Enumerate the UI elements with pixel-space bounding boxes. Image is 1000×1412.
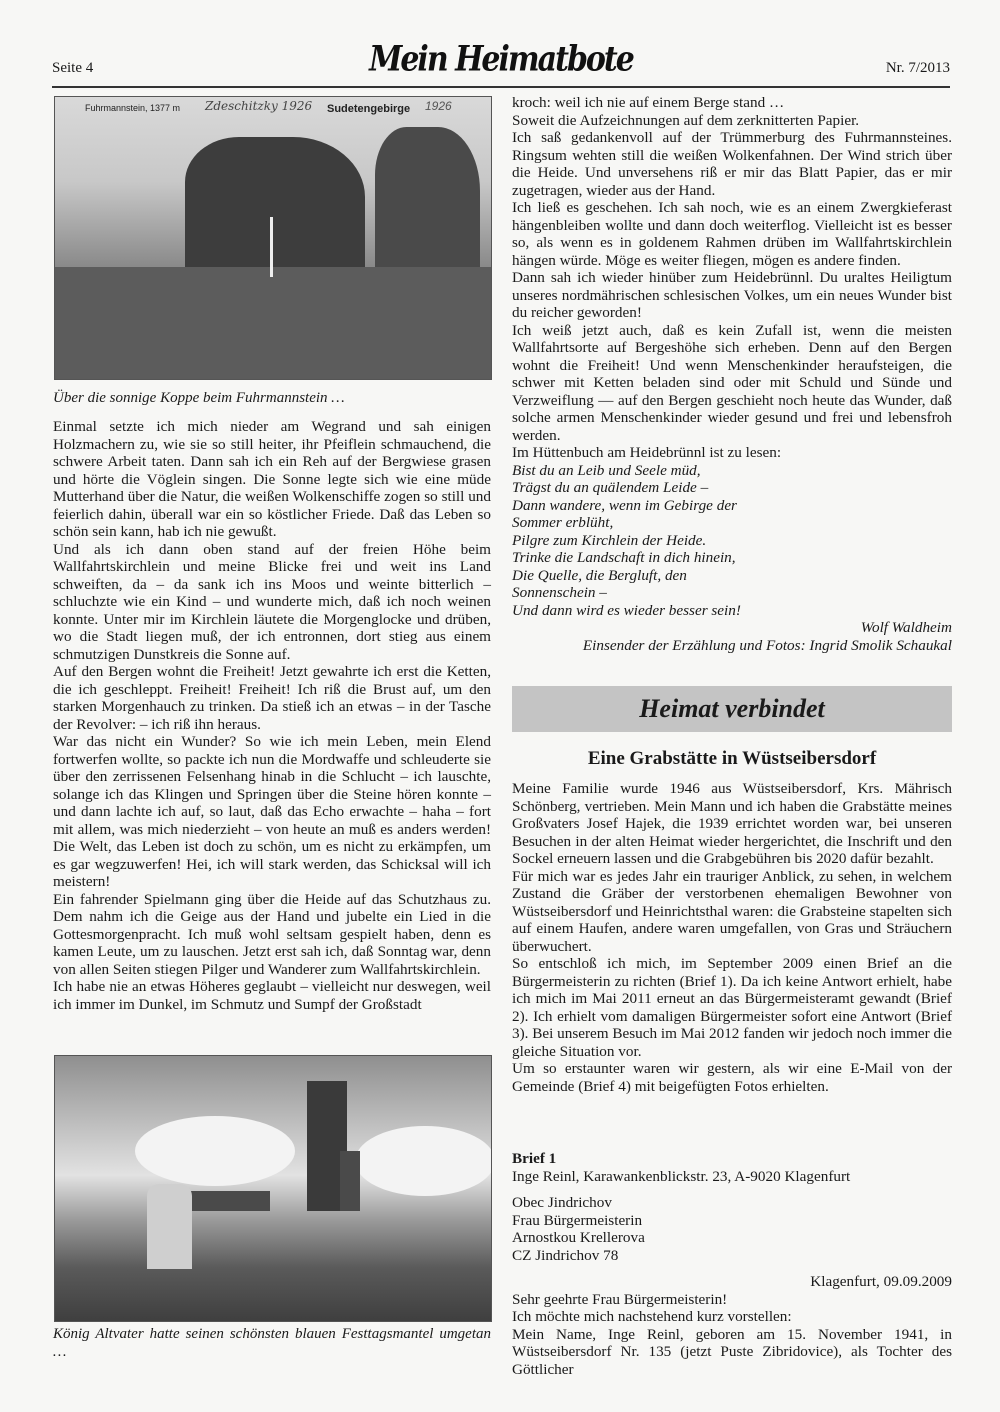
- poem-line: Sommer erblüht,: [512, 514, 614, 531]
- paragraph: Ein fahrender Spielmann ging über die Heide auf das Schutzhaus zu. Dem nahm ich die Geige aus der Hand und jubelte ein Lied in die Gottesmorgenpracht. Ich muß wohl seltsam gespielt haben, denn es kamen Leute, um zu lauschen. Jetzt erst sah ich, daß Sonntag war, denn von allen Seiten stiegen Pilger und Wanderer zum Wallfahrtskirchlein.: [53, 890, 491, 978]
- left-column-text: [53, 418, 491, 1013]
- author-credit: Wolf Waldheim: [860, 619, 952, 636]
- photo-label-region: Sudetengebirge: [327, 103, 411, 115]
- photo-handwriting-year: 1926: [425, 99, 452, 113]
- paragraph: So entschloß ich mich, im September 2009 einen Brief an die Bürgermeisterin zu richten (Brief 1). Da ich keine Antwort erhielt, habe ich mich im Mai 2011 erneut an das Bürgermeisteramt gewandt (Brief 2). Ich erhielt vom damaligen Bürgermeister sofort eine Antwort (Brief 3). Bei unserem Besuch im Mai 2012 fanden wir jedoch noch immer die gleiche Situation vor.: [512, 955, 952, 1060]
- photo-label-location: Fuhrmannstein, 1377 m: [85, 103, 181, 113]
- paragraph: Und als ich dann oben stand auf der freien Höhe beim Wallfahrtskirchlein und meine Blicke frei und weit ins Land schweiften, da – da sank ich ins Moos und weinte bitterlich – schluchzte wie ein Kind – und wunderte mich, daß ich noch weinen konnte. Unter mir im Kirchlein läutete die Morgenglocke und drüben, wo die Stadt liegen muß, der ich entronnen, dort stieg aus einem schmutzigen Dunstkreis die Sonne auf.: [53, 540, 491, 663]
- photo-altvater-tower: [54, 1055, 492, 1322]
- paragraph: kroch: weil ich nie auf einem Berge stand …: [512, 94, 785, 111]
- article-title: Eine Grabstätte in Wüstseibersdorf: [587, 748, 877, 769]
- poem-line: Trinke die Landschaft in dich hinein,: [512, 549, 736, 566]
- letter-recipient-line: Frau Bürgermeisterin: [512, 1211, 643, 1229]
- cloud: [135, 1116, 295, 1186]
- sender-credit: Einsender der Erzählung und Fotos: Ingrid Smolik Schaukal: [582, 636, 952, 654]
- paragraph: Meine Familie wurde 1946 aus Wüstseibersdorf, Krs. Mährisch Schönberg, vertrieben. Mein Mann und ich haben die Grabstätte meines Großvaters Josef Hajek, die 1939 errichtet worden war, bei unseren Besuchen in der alten Heimat wieder hergerichtet, die Inschrift und den Sockel erneuern lassen und die Grabgebühren bis 2020 dafür bezahlt.: [512, 780, 952, 867]
- paragraph: War das nicht ein Wunder? So wie ich mein Leben, mein Elend fortwerfen wollte, so packte ich nun die Mordwaffe und schleuderte sie über den zerrissenen Felsenhang hinab in die Schlucht – ich lauschte, solange ich das Klingen und Springen über die Steine hören konnte –und dann lachte ich auf, so laut, daß das Echo erwachte – haha – fort mit allem, was mich niederzieht – von heute an muß es anders werden! Die Welt, das Leben ist doch zu schön, um es nicht zu erkämpfen, um es gar wegzuwerfen! Hei, ich will stark werden, das Schicksal will ich meistern!: [53, 733, 491, 890]
- page-number: Seite 4: [52, 60, 94, 76]
- poem-line: Die Quelle, die Bergluft, den: [512, 566, 687, 584]
- letter-body-line: Ich möchte mich nachstehend kurz vorstellen:: [512, 1308, 792, 1325]
- paragraph: Ich ließ es geschehen. Ich sah noch, wie es an einem Zwergkieferast hängenbleiben wollte und dann doch weiterflog. Vielleicht ist es besser so, als wenn es in goldenem Rahmen drüben im Wallfahrtskirchlein hängen würde. Möge es weiter fliegen, mögen es andere finden.: [512, 199, 952, 269]
- letter-heading: Brief 1: [512, 1150, 557, 1167]
- header-divider: [52, 86, 950, 88]
- section-banner: [512, 686, 952, 732]
- paragraph: Ich habe nie an etwas Höheres geglaubt – vielleicht nur deswegen, weil ich immer im Dunkel, im Schmutz und Sumpf der Großstadt: [53, 978, 491, 1013]
- stone-monument: [147, 1184, 192, 1269]
- issue-number: Nr. 7/2013: [885, 60, 950, 76]
- poem: [512, 462, 952, 620]
- rock-formation: [185, 137, 365, 287]
- letter-place-date: Klagenfurt, 09.09.2009: [810, 1273, 952, 1290]
- paragraph: Ich weiß jetzt auch, daß es kein Zufall ist, wenn die meisten Wallfahrtsorte auf Bergeshöhe sich erheben. Denn auf den Bergen wohnt die Freiheit! Und wenn Menschenkinder heraufsteigen, die schwer mit Ketten beladen sind oder mit Schuld und Sünde und Verzweiflung — auf den Bergen geschieht noch heute das Wunder, daß solche armen Menschenkinder wieder gesund und frei und lebensfroh werden.: [512, 321, 952, 444]
- tower-annex: [340, 1151, 360, 1211]
- photo-fuhrmannstein: [54, 96, 492, 380]
- poem-line: Pilgre zum Kirchlein der Heide.: [512, 531, 707, 549]
- paragraph: Einmal setzte ich mich nieder am Wegrand und sah einigen Holzmachern zu, wie sie so still heiter, ihr Pfeiflein schmauchend, die schwere Arbeit taten. Dann sah ich ein Reh auf der Bergwiese grasen und hörte die Vöglein singen. Die Sonne legte sich wie eine müde Mutterhand über die Natur, die weißen Wolkenschiffe zogen so still und feierlich dahin, überall war ein so köstlicher Friede. Daß das Leben so schön sein kann, hab ich nie gewußt.: [53, 418, 491, 540]
- meadow: [55, 267, 491, 379]
- masthead-logo: Mein Heimatbote: [369, 39, 633, 80]
- paragraph: Auf den Bergen wohnt die Freiheit! Jetzt gewahrte ich erst die Ketten, die ich geschleppt. Freiheit! Freiheit! Ich riß die Brust auf, um den starken Morgenhauch zu trinken. Da stieß ich an etwas – in der Tasche der Revolver: – ich riß ihn heraus.: [53, 663, 491, 733]
- paragraph: Soweit die Aufzeichnungen auf dem zerknitterten Papier.: [512, 111, 860, 129]
- paragraph: Im Hüttenbuch am Heidebrünnl ist zu lesen:: [512, 444, 782, 461]
- signpost: [270, 217, 273, 277]
- paragraph: Für mich war es jedes Jahr ein trauriger Anblick, zu sehen, in welchem Zustand die Gräber der verstorbenen ehemaligen Bewohner von Wüstseibersdorf und Heinrichtsthal waren: die Grabsteine stapelten sich auf einem Haufen, andere waren umgefallen, von Gras und Sträuchern überwuchert.: [512, 867, 952, 955]
- right-column-text: [512, 94, 952, 654]
- section-banner-title: Heimat verbindet: [639, 694, 825, 723]
- article-body: [512, 780, 952, 1095]
- paragraph: Ich saß gedankenvoll auf der Trümmerburg des Fuhrmannsteines. Ringsum wehten still die weißen Wolkenfahnen. Der Wind strich über die Heide. Und unversehens riß er mir das Blatt Papier, das er mir zugetragen, wieder aus der Hand.: [512, 129, 952, 199]
- barn: [190, 1191, 270, 1211]
- rock-formation-right: [375, 127, 480, 287]
- poem-line: Trägst du an quälendem Leide –: [512, 479, 709, 496]
- letter-body-line: Mein Name, Inge Reinl, geboren am 15. November 1941, in Wüstseibersdorf Nr. 135 (jetzt Puste Zibridovice), als Tochter des Göttlicher: [512, 1325, 952, 1378]
- cloud: [355, 1126, 492, 1196]
- letter-recipient-line: Obec Jindrichov: [512, 1194, 612, 1211]
- poem-line: Bist du an Leib und Seele müd,: [512, 461, 701, 479]
- page-header: [52, 40, 950, 80]
- poem-line: Und dann wird es wieder besser sein!: [512, 601, 741, 619]
- letter-recipient-line: CZ Jindrichov 78: [512, 1246, 619, 1264]
- paragraph: Dann sah ich wieder hinüber zum Heidebrünnl. Du uraltes Heiligtum unseres nordmährischen schlesischen Volkes, um ein neues Wunder bist du reicher geworden!: [512, 269, 952, 321]
- paragraph: Um so erstaunter waren wir gestern, als wir eine E-Mail von der Gemeinde (Brief 4) mit beigefügten Fotos erhielten.: [512, 1060, 952, 1095]
- poem-line: Sonnenschein –: [512, 584, 607, 601]
- photo-handwriting: Zdeschitzky 1926: [205, 99, 313, 113]
- letter-salutation: Sehr geehrte Frau Bürgermeisterin!: [512, 1290, 728, 1308]
- poem-line: Dann wandere, wenn im Gebirge der: [512, 496, 737, 514]
- letter-sender: Inge Reinl, Karawankenblickstr. 23, A-9020 Klagenfurt: [512, 1167, 851, 1185]
- letter-block: [512, 1150, 952, 1378]
- photo2-caption: König Altvater hatte seinen schönsten blauen Festtagsmantel umgetan …: [53, 1326, 491, 1360]
- letter-recipient-line: Arnostkou Krellerova: [512, 1229, 645, 1246]
- photo1-caption: Über die sonnige Koppe beim Fuhrmannstein …: [53, 390, 345, 406]
